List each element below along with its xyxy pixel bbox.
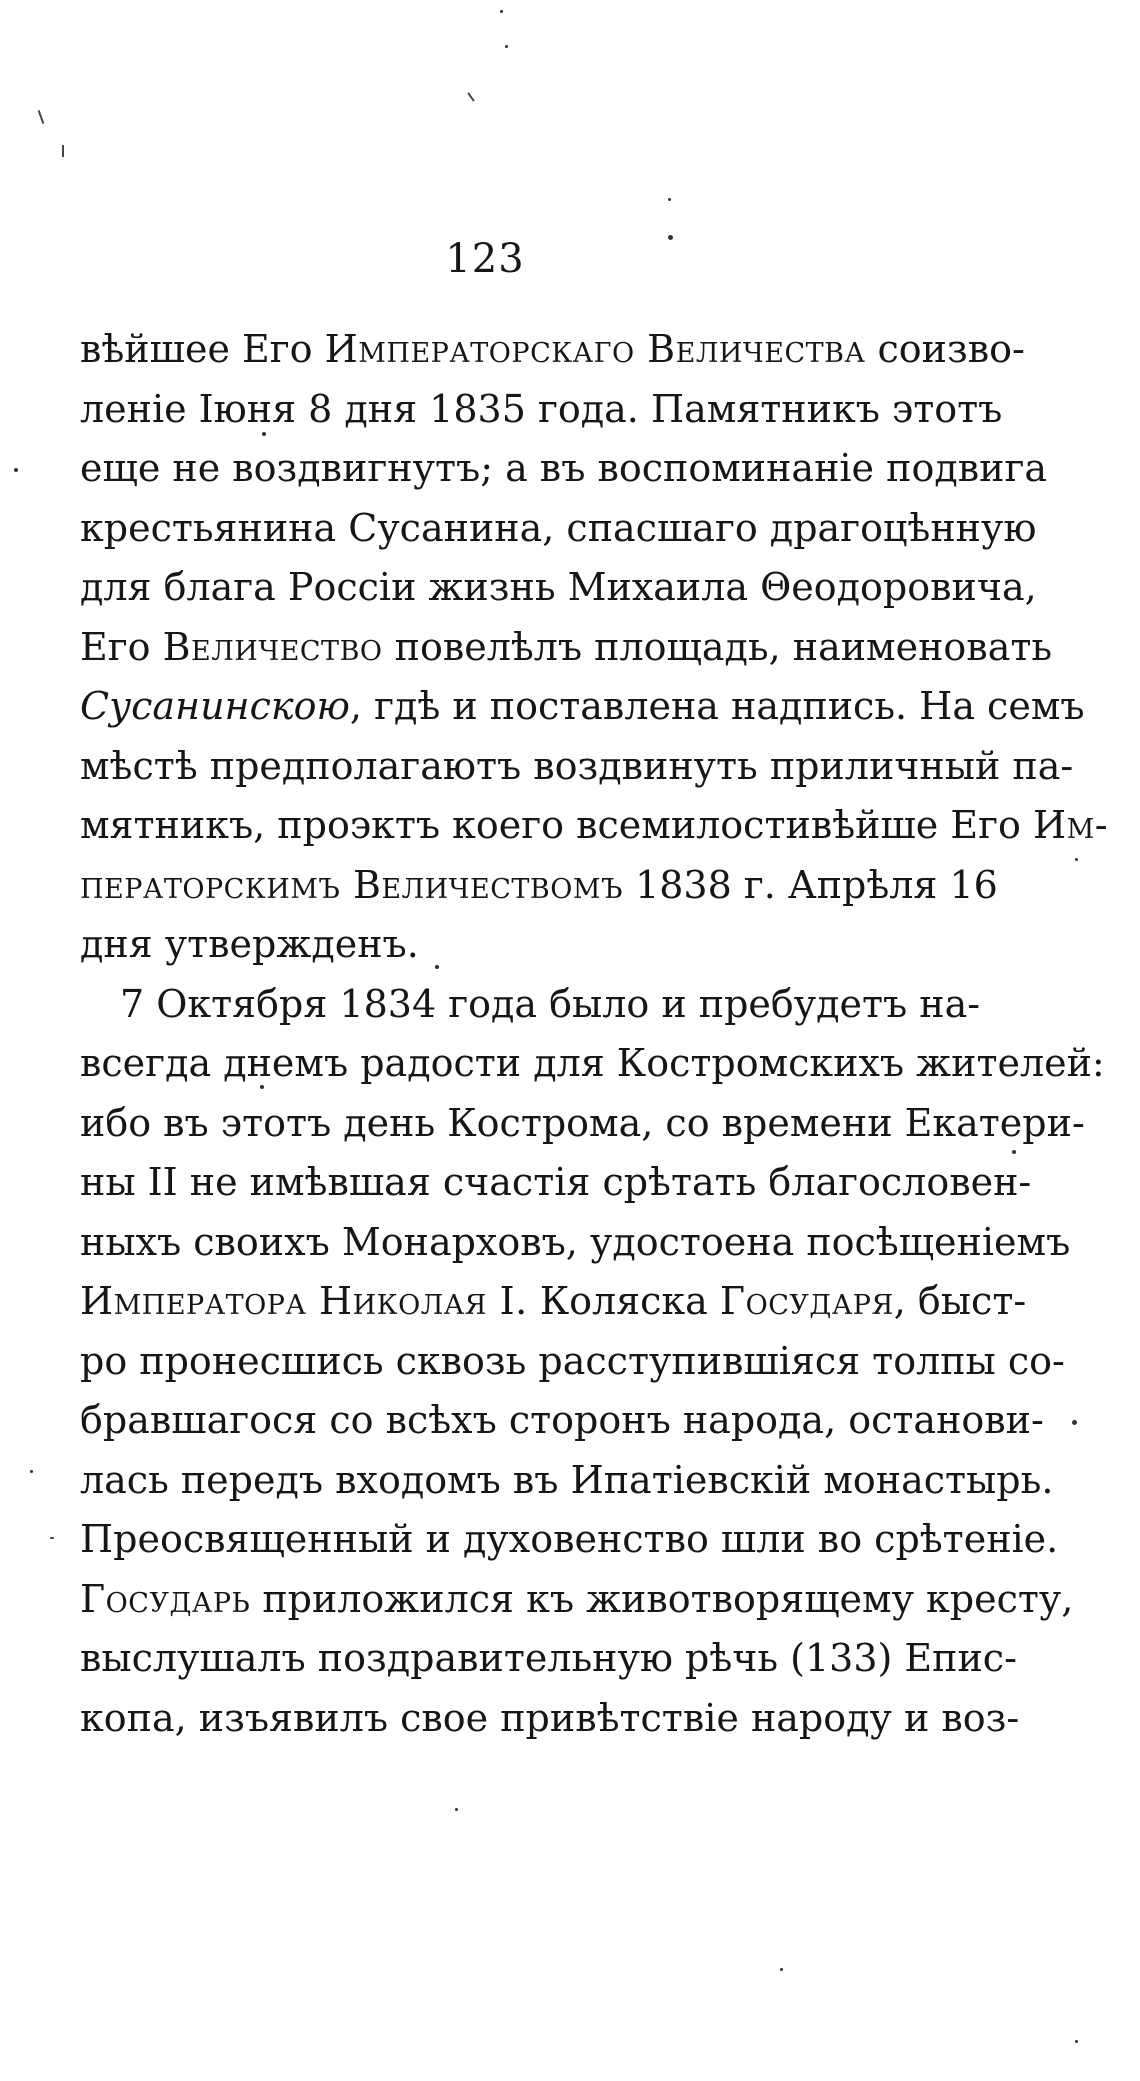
- text-line: [80, 1034, 1105, 1094]
- text-run: крестьянина Сусанина, спасшаго драгоцѣнную: [80, 505, 1037, 550]
- text-line: [80, 1451, 1054, 1511]
- text-run: еще не воздвигнутъ; а въ воспоминаніе подвига: [80, 446, 1048, 490]
- scan-speck: [435, 965, 439, 969]
- text-run: , гдѣ и поставлена надпись. На семъ: [349, 684, 1085, 728]
- text-run: леніе Іюня 8 дня 1835 года. Памятникъ этотъ: [80, 386, 1003, 431]
- text-run: бравшагося со всѣхъ сторонъ народа, останови-: [80, 1398, 1044, 1442]
- scan-speck: [262, 432, 266, 436]
- text-run: мятникъ, проэктъ коего всемилостивѣйше Его: [80, 803, 1033, 847]
- page-number: 123: [445, 236, 525, 282]
- text-run: соизво-: [865, 327, 1025, 371]
- text-run: 7 Октября 1834 года было и пребудетъ на-: [120, 981, 981, 1026]
- text-line: [80, 320, 1025, 380]
- text-run: для блага Россіи жизнь Михаила Θеодоровича,: [80, 565, 1037, 609]
- text-line: [80, 1629, 1017, 1689]
- text-run: Им-: [1032, 803, 1109, 847]
- text-run: Коляска: [527, 1279, 720, 1323]
- text-run: Сусанинскою: [80, 684, 350, 728]
- scan-speck: [30, 1470, 33, 1473]
- text-run: , быст-: [893, 1279, 1027, 1323]
- text-line: [80, 1570, 1074, 1630]
- text-run: Его: [80, 624, 163, 669]
- text-run: ро пронесшись сквозь расступившіяся толпы со-: [80, 1338, 1065, 1383]
- text-run: лась передъ входомъ въ Ипатіевскій монастырь.: [80, 1457, 1054, 1502]
- body-text: [80, 320, 1109, 1748]
- scan-speck: [500, 10, 503, 13]
- text-line: [80, 380, 1003, 440]
- scan-mark: [62, 145, 64, 157]
- text-run: Величество: [162, 624, 383, 669]
- text-run: Государя: [719, 1279, 894, 1323]
- scan-speck: [260, 1085, 264, 1089]
- text-run: копа, изъявилъ свое привѣтствіе народу и воз-: [80, 1695, 1020, 1740]
- text-line: [80, 558, 1037, 618]
- scan-speck: [1012, 1150, 1016, 1154]
- text-run: всегда днемъ радости для Костромскихъ жителей:: [80, 1041, 1105, 1085]
- scan-speck: [1075, 2040, 1078, 2043]
- scan-speck: [50, 1537, 54, 1539]
- text-line: [80, 1332, 1065, 1392]
- text-run: ибо въ этотъ день Кострома, со времени Екатери-: [80, 1100, 1085, 1145]
- scan-mark: [467, 92, 474, 101]
- text-run: Преосвященный и духовенство шли во срѣтеніе.: [80, 1517, 1059, 1561]
- text-run: Императора Николая I.: [80, 1279, 528, 1323]
- scan-speck: [668, 198, 671, 201]
- scan-speck: [1075, 858, 1078, 861]
- text-line: [80, 1391, 1044, 1451]
- text-line: [80, 1272, 1027, 1332]
- text-line: [80, 1510, 1059, 1570]
- text-line: [80, 677, 1085, 737]
- text-line: [80, 499, 1037, 559]
- text-run: выслушалъ поздравительную рѣчь (133) Епис-: [80, 1636, 1017, 1680]
- text-line: [80, 1689, 1020, 1749]
- scan-mark: [38, 110, 45, 124]
- scan-speck: [1072, 1420, 1077, 1425]
- text-run: ператорскимъ Величествомъ: [80, 862, 623, 907]
- text-line: [80, 737, 1074, 797]
- text-run: Государь: [80, 1576, 251, 1621]
- text-run: ны II не имѣвшая счастія срѣтать благословен-: [80, 1160, 1032, 1204]
- text-run: повелѣлъ площадь, наименовать: [382, 624, 1053, 669]
- text-line: [80, 1094, 1085, 1154]
- text-line: [80, 975, 981, 1035]
- text-run: Императорскаго Величества: [324, 327, 866, 371]
- text-run: приложился къ животворящему кресту,: [250, 1576, 1074, 1621]
- text-line: [80, 439, 1048, 499]
- text-line: [80, 856, 998, 916]
- scan-speck: [505, 45, 508, 48]
- scan-speck: [14, 468, 18, 472]
- text-run: ныхъ своихъ Монарховъ, удостоена посѣщеніемъ: [80, 1219, 1071, 1264]
- text-line: [80, 796, 1109, 856]
- text-run: вѣйшее Его: [80, 327, 325, 371]
- text-line: [80, 1153, 1032, 1213]
- scan-speck: [668, 235, 673, 240]
- scan-speck: [455, 1808, 458, 1811]
- text-run: 1838 г. Апрѣля 16: [623, 862, 998, 907]
- text-line: [80, 618, 1053, 678]
- text-run: мѣстѣ предполагаютъ воздвинуть приличный па-: [80, 743, 1074, 788]
- text-line: [80, 915, 960, 975]
- text-run: дня утвержденъ.: [80, 922, 419, 966]
- scan-speck: [780, 1968, 783, 1971]
- text-line: [80, 1213, 1071, 1273]
